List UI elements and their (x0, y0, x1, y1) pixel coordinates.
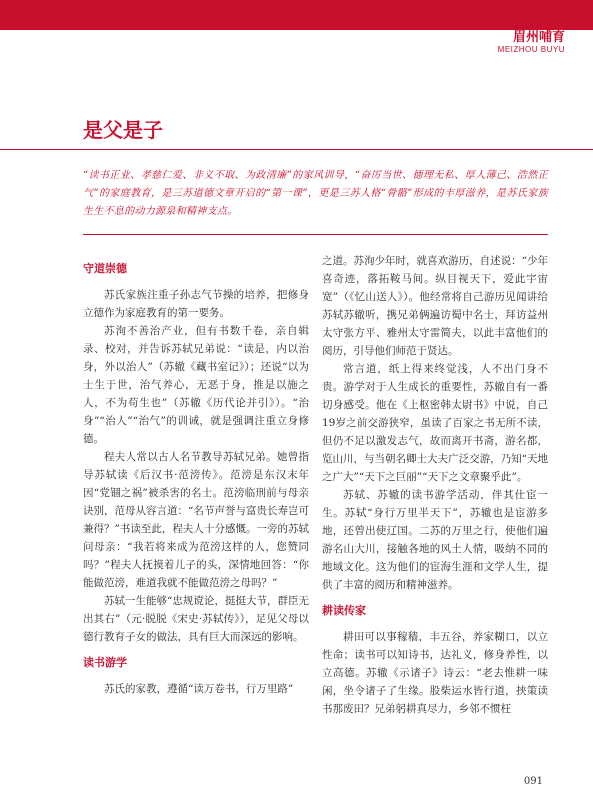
paragraph: 常言道，纸上得来终觉浅，人不出门身不贵。游学对于人生成长的重要性，苏辙自有一番切身感受。他在《上枢密韩太尉书》中说，自己19岁之前交游狭窄，虽读了百家之书无所不读，但仍不足以激发志气，故而离开书斋，游名都，览山川，与当朝名卿士大夫广泛交游，乃知“天地之广大”“天下之巨丽”“天下之文章聚乎此”。 (322, 363, 548, 483)
paragraph: 苏氏家族注重子孙志气节操的培养，把修身立德作为家庭教育的第一要务。 (83, 289, 309, 319)
paragraph: 苏轼、苏辙的读书游学活动，伴其仕宦一生。苏轼“身行万里半天下”，苏辙也是宦游多地，还曾出使辽国。二苏的万里之行，使他们遍游名山大川，接触各地的风土人情，吸纳不同的地域文化。这为他们的宦海生涯和文学人生，提供了丰富的阅历和精神滋养。 (322, 489, 548, 591)
left-column (83, 250, 309, 698)
magazine-section-title: 眉州哺育 (512, 30, 565, 45)
paragraph: 苏轼一生能够“忠规谠论，挺挺大节，群臣无出其右”（元·脱脱《宋史·苏轼传》），足见父母以德行教育子女的做法，具有巨大而深远的影响。 (83, 595, 309, 643)
title-rule (0, 149, 593, 150)
right-column (322, 252, 548, 718)
header-bar (0, 0, 593, 30)
section-heading: 读书游学 (83, 657, 127, 669)
lead-rule (83, 234, 548, 235)
section-heading: 耕读传家 (322, 605, 366, 617)
section-heading: 守道崇德 (83, 263, 127, 275)
page-number: 091 (523, 776, 543, 787)
magazine-section-subtitle: MEIZHOU BUYU (497, 45, 565, 54)
article-title: 是父是子 (83, 118, 163, 142)
paragraph: 苏氏的家教，遵循“读万卷书，行万里路” (104, 683, 294, 695)
header-rule (20, 28, 572, 29)
paragraph: 程夫人常以古人名节教导苏轼兄弟。她曾指导苏轼读《后汉书·范滂传》。范滂是东汉末年因“党锢之祸”被杀害的名士。范滂临刑前与母亲诀别，范母从容言道：“名节声誉与富贵长寿岂可兼得？”书读至此，程夫人十分感慨。一旁的苏轼问母亲：“我若将来成为范滂这样的人，您赞同吗？”程夫人抚摸着儿子的头，深情地回答：“你能做范滂，难道我就不能做范滂之母吗？” (83, 451, 309, 589)
paragraph: 苏洵不善治产业，但有书数千卷，亲自辑录、校对，并告诉苏轼兄弟说：“读是，内以治身，外以治人”（苏辙《藏书室记》）；还说“以为士生于世，治气养心，无恶于身，推是以施之人，不为苟生也”（苏辙《历代论并引》）。“治身”“治人”“治气”的训诫，就是强调注重立身修德。 (83, 325, 309, 445)
paragraph: 之道。苏洵少年时，就喜欢游历，自述说：“少年喜奇迹，落拓鞍马间。纵目视天下，爱此宇宙宽”（《忆山送人》）。他经常将自己游历见闻讲给苏轼苏辙听，携兄弟俩遍访蜀中名士，拜访益州太守张方平、雅州太守雷简夫，以此丰富他们的阅历，引导他们师范于贤达。 (322, 255, 548, 357)
paragraph: 耕田可以事稼穑，丰五谷，养家糊口，以立性命；读书可以知诗书，达礼义，修身养性，以立高德。苏辙《示诸子》诗云：“老去惟耕一味闲，坐令诸子了生缘。股柴运水皆行道，挟策读书那废田？兄弟躬耕真尽力，乡邻不惯枉 (322, 631, 548, 715)
article-lead: “读书正业、孝慈仁爱、非义不取、为政清廉”的家风训导，“奋厉当世、德理无私、厚人薄己、浩然正气”的家庭教育，是三苏道德文章开启的“第一课”，更是三苏人格“骨骼”形成的丰厚滋养，是苏氏家族生生不息的动力源泉和精神支点。 (83, 170, 548, 217)
